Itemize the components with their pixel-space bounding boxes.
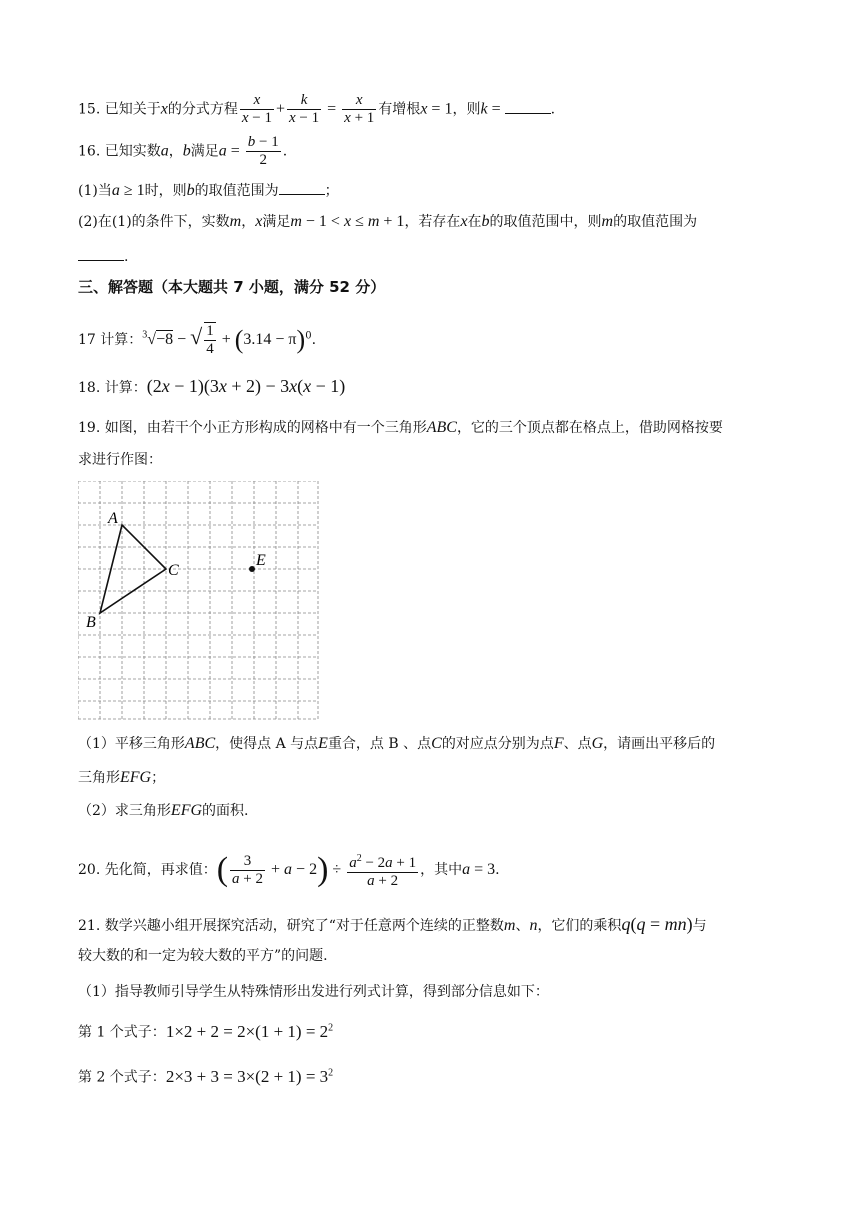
question-20: 20. 先化简，再求值：( $\frac{3}{a + 2}$ + a − 2) ÷ $\frac{a^2 - 2a + 1}{a + 2}$ ，其中a = 3.: [78, 851, 500, 889]
example-2: 第 2 个式子：$2\times 3 + 3 = 3\times(2 + 1) = 3^2$: [78, 1066, 334, 1086]
question-18: 18. 计算：(2x − 1)(3x + 2) − 3x(x − 1): [78, 376, 346, 396]
fraction: $\frac{a^2 - 2a + 1}{a + 2}$: [347, 850, 418, 890]
question-19-part-2: （2）求三角形EFG的面积.: [78, 802, 249, 819]
question-21: 21. 数学兴趣小组开展探究活动，研究了“对于任意两个连续的正整数m、n，它们的乘积q(q = mn)与: [78, 914, 707, 934]
fraction: $\frac{x}{x + 1}$: [344, 92, 375, 126]
answer-blank: [78, 246, 124, 261]
question-19: 19. 如图，由若干个小正方形构成的网格中有一个三角形ABC，它的三个顶点都在格点上，借助网格按要: [78, 419, 723, 436]
question-number: 15.: [78, 101, 101, 118]
question-15: 15. 已知关于x的分式方程 $\frac{x}{x - 1}$ + $\frac{k}{x - 1}$ = $\frac{x}{x + 1}$ 有增根x = 1，则k = .: [78, 92, 556, 126]
point-e: [249, 566, 255, 572]
fraction: $\frac{x}{x - 1}$: [241, 92, 272, 126]
fraction: $\frac{3}{a + 2}$: [232, 852, 264, 887]
fraction: $\frac{k}{x - 1}$: [289, 92, 320, 126]
question-19-part-1: （1）平移三角形ABC，使得点 A 与点E重合，点 B 、点C的对应点分别为点F、点G，请画出平移后的: [78, 735, 716, 752]
section-heading: 三、解答题（本大题共 7 小题，满分 52 分）: [78, 278, 386, 296]
question-16-part-1: (1)当a ≥ 1时，则b的取值范围为 ；: [78, 182, 339, 199]
question-19-part-1-line-2: 三角形EFG；: [78, 769, 166, 786]
question-17: 17 计算：$^3$√−8 − √ $\frac{1}{4}$ + $(3.14 - \pi)^0$.: [78, 323, 317, 357]
answer-blank: [279, 180, 325, 195]
question-19-line-2: 求进行作图：: [78, 452, 162, 468]
fraction: $\frac{1}{4}$: [206, 323, 214, 357]
example-1: 第 1 个式子：$1\times 2 + 2 = 2\times(1 + 1) = 2^2$: [78, 1021, 334, 1041]
label-b: B: [86, 614, 96, 631]
fraction: $\frac{b - 1}{2}$: [247, 134, 279, 168]
grid-figure: [78, 481, 322, 721]
answer-blank: [505, 99, 551, 114]
question-16: 16. 已知实数a，b满足a = $\frac{b - 1}{2}$ .: [78, 134, 288, 168]
question-16-part-2: (2)在(1)的条件下，实数m，x满足m − 1 < x ≤ m + 1，若存在x在b的取值范围中，则m的取值范围为: [78, 213, 698, 230]
question-21-line-2: 较大数的和一定为较大数的平方”的问题.: [78, 948, 328, 964]
label-c: C: [168, 562, 179, 579]
question-21-part-1: （1）指导教师引导学生从特殊情形出发进行列式计算，得到部分信息如下：: [78, 984, 549, 1000]
label-e: E: [256, 552, 266, 569]
label-a: A: [108, 510, 118, 527]
question-16-blank-line: .: [78, 246, 128, 267]
